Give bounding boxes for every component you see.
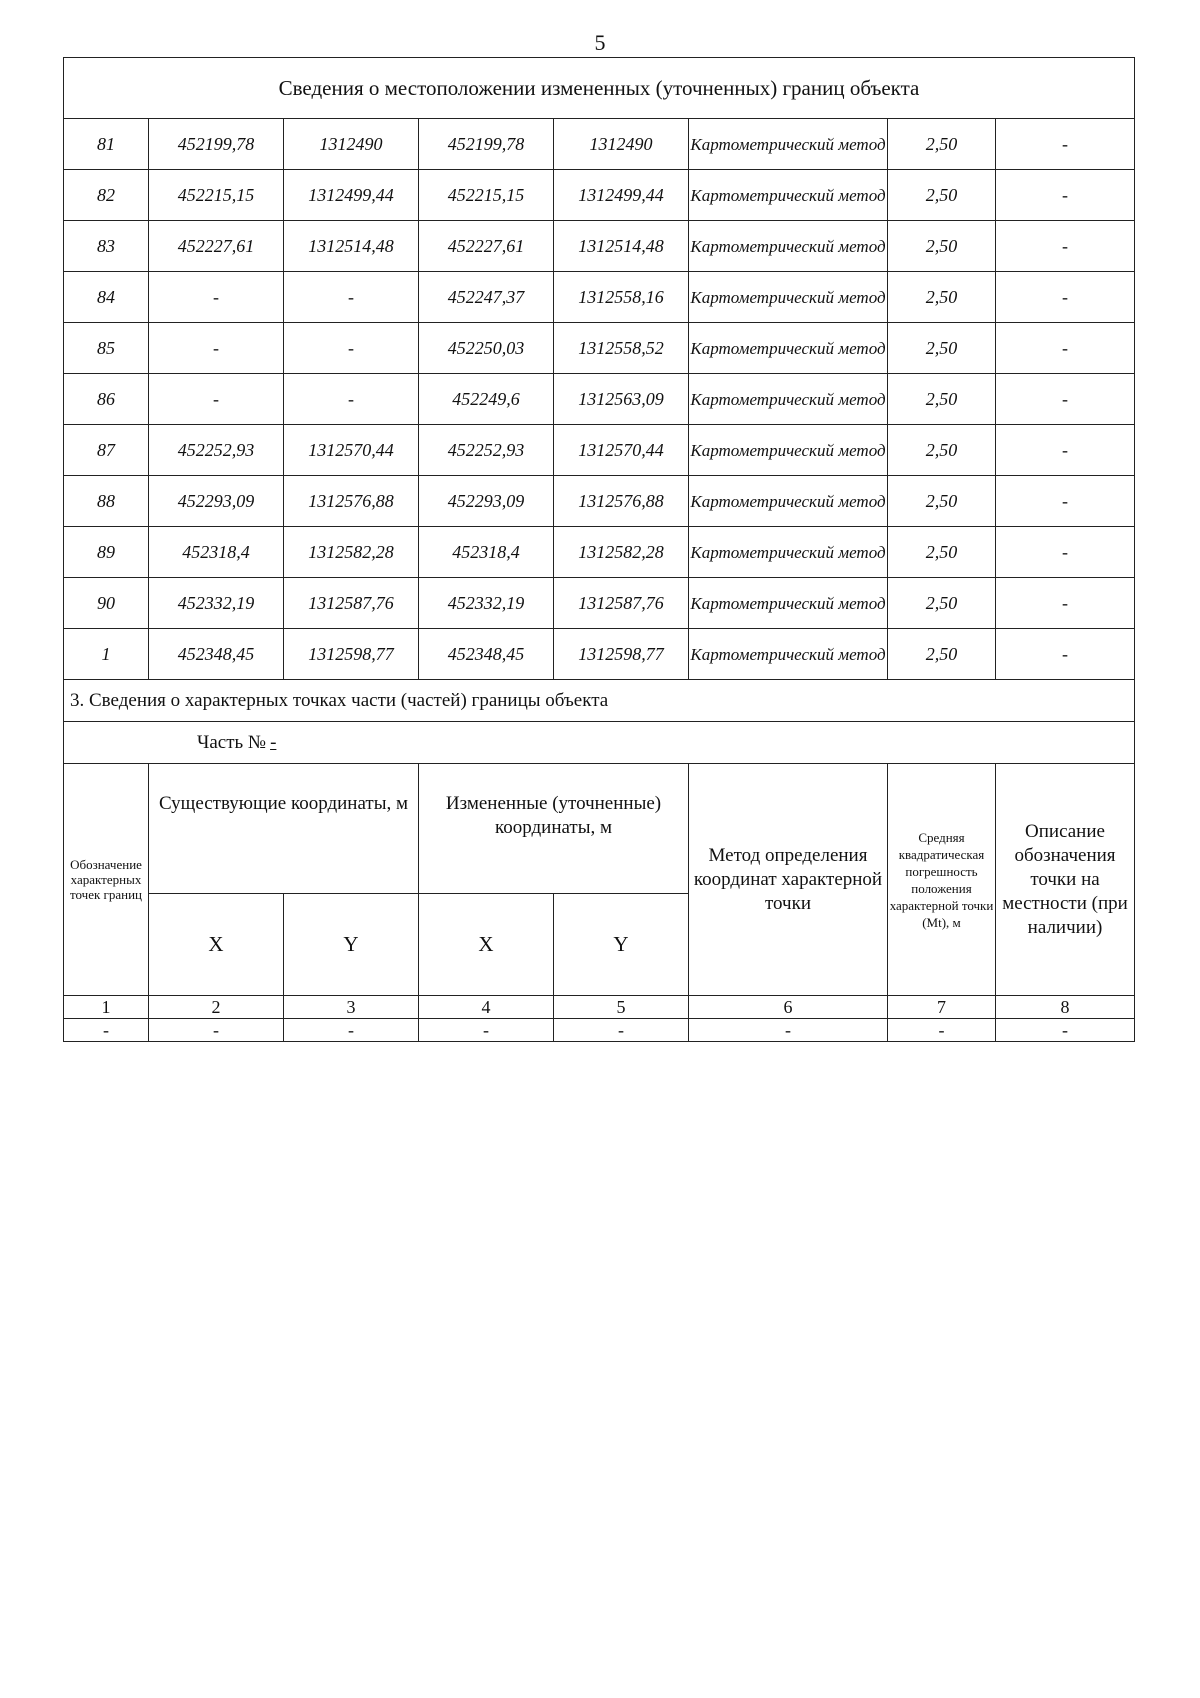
cell-description: - xyxy=(996,476,1135,527)
cell-changed-x: 452250,03 xyxy=(419,323,554,374)
table-row xyxy=(64,170,1135,221)
column-number: 6 xyxy=(689,996,888,1019)
cell-existing-y: - xyxy=(284,323,419,374)
cell-changed-x: 452227,61 xyxy=(419,221,554,272)
cell-accuracy: 2,50 xyxy=(888,629,996,680)
cell-existing-y: - xyxy=(284,272,419,323)
cell-existing-x: 452227,61 xyxy=(149,221,284,272)
cell-method: Картометрический метод xyxy=(689,578,888,629)
header-existing-y: Y xyxy=(284,894,419,996)
cell-accuracy: 2,50 xyxy=(888,323,996,374)
empty-cell: - xyxy=(419,1019,554,1042)
cell-method: Картометрический метод xyxy=(689,527,888,578)
empty-cell: - xyxy=(888,1019,996,1042)
cell-changed-x: 452215,15 xyxy=(419,170,554,221)
cell-method: Картометрический метод xyxy=(689,374,888,425)
cell-description: - xyxy=(996,425,1135,476)
cell-method: Картометрический метод xyxy=(689,119,888,170)
empty-cell: - xyxy=(689,1019,888,1042)
cell-description: - xyxy=(996,578,1135,629)
empty-data-row xyxy=(64,1019,1135,1042)
cell-changed-y: 1312587,76 xyxy=(554,578,689,629)
cell-existing-x: 452199,78 xyxy=(149,119,284,170)
part-label: Часть № xyxy=(197,731,267,753)
table-row xyxy=(64,323,1135,374)
section3-title-row xyxy=(64,680,1135,722)
cell-existing-y: 1312587,76 xyxy=(284,578,419,629)
cell-existing-y: - xyxy=(284,374,419,425)
cell-existing-x: 452293,09 xyxy=(149,476,284,527)
cell-description: - xyxy=(996,527,1135,578)
table-row xyxy=(64,221,1135,272)
page-number: 5 xyxy=(594,30,606,55)
table-row xyxy=(64,272,1135,323)
header-method: Метод определения координат характерной точки xyxy=(689,764,888,996)
cell-existing-y: 1312576,88 xyxy=(284,476,419,527)
cell-accuracy: 2,50 xyxy=(888,425,996,476)
cell-changed-y: 1312570,44 xyxy=(554,425,689,476)
cell-method: Картометрический метод xyxy=(689,629,888,680)
empty-cell: - xyxy=(64,1019,149,1042)
cell-point: 89 xyxy=(64,527,149,578)
cell-changed-x: 452199,78 xyxy=(419,119,554,170)
empty-cell: - xyxy=(284,1019,419,1042)
cell-existing-x: 452332,19 xyxy=(149,578,284,629)
column-number: 2 xyxy=(149,996,284,1019)
cell-changed-x: 452293,09 xyxy=(419,476,554,527)
cell-description: - xyxy=(996,323,1135,374)
cell-existing-y: 1312490 xyxy=(284,119,419,170)
table-row xyxy=(64,578,1135,629)
header-existing-coords: Существующие координаты, м xyxy=(149,764,419,894)
cell-accuracy: 2,50 xyxy=(888,170,996,221)
cell-accuracy: 2,50 xyxy=(888,374,996,425)
header-changed-y: Y xyxy=(554,894,689,996)
header-existing-x: X xyxy=(149,894,284,996)
cell-description: - xyxy=(996,272,1135,323)
header-accuracy: Средняя квадратическая погрешность положения характерной точки (Mt), м xyxy=(888,764,996,996)
table-row xyxy=(64,425,1135,476)
section3-title: 3. Сведения о характерных точках части (частей) границы объекта xyxy=(64,680,1135,722)
cell-accuracy: 2,50 xyxy=(888,119,996,170)
cell-point: 85 xyxy=(64,323,149,374)
cell-point: 84 xyxy=(64,272,149,323)
cell-changed-y: 1312563,09 xyxy=(554,374,689,425)
cell-existing-x: 452215,15 xyxy=(149,170,284,221)
cell-point: 1 xyxy=(64,629,149,680)
cell-accuracy: 2,50 xyxy=(888,578,996,629)
cell-changed-y: 1312582,28 xyxy=(554,527,689,578)
cell-changed-y: 1312499,44 xyxy=(554,170,689,221)
column-number: 7 xyxy=(888,996,996,1019)
column-number: 1 xyxy=(64,996,149,1019)
cell-changed-y: 1312514,48 xyxy=(554,221,689,272)
cell-method: Картометрический метод xyxy=(689,476,888,527)
header-row-top xyxy=(64,764,1135,894)
cell-point: 82 xyxy=(64,170,149,221)
cell-changed-x: 452252,93 xyxy=(419,425,554,476)
cell-point: 90 xyxy=(64,578,149,629)
cell-existing-x: 452318,4 xyxy=(149,527,284,578)
table-title-row xyxy=(64,58,1135,119)
table-row xyxy=(64,476,1135,527)
cell-accuracy: 2,50 xyxy=(888,272,996,323)
cell-method: Картометрический метод xyxy=(689,272,888,323)
cell-point: 87 xyxy=(64,425,149,476)
cell-changed-x: 452348,45 xyxy=(419,629,554,680)
table-row xyxy=(64,629,1135,680)
boundary-table xyxy=(63,57,1135,1042)
cell-changed-y: 1312558,16 xyxy=(554,272,689,323)
cell-changed-y: 1312576,88 xyxy=(554,476,689,527)
cell-changed-y: 1312558,52 xyxy=(554,323,689,374)
cell-existing-x: - xyxy=(149,374,284,425)
cell-description: - xyxy=(996,221,1135,272)
cell-existing-y: 1312570,44 xyxy=(284,425,419,476)
cell-changed-x: 452332,19 xyxy=(419,578,554,629)
header-point-designation: Обозначение характерных точек границ xyxy=(64,764,149,996)
table-row xyxy=(64,119,1135,170)
cell-existing-x: 452252,93 xyxy=(149,425,284,476)
cell-existing-y: 1312582,28 xyxy=(284,527,419,578)
cell-accuracy: 2,50 xyxy=(888,221,996,272)
cell-existing-x: - xyxy=(149,323,284,374)
cell-changed-x: 452249,6 xyxy=(419,374,554,425)
cell-changed-y: 1312598,77 xyxy=(554,629,689,680)
cell-changed-x: 452247,37 xyxy=(419,272,554,323)
cell-method: Картометрический метод xyxy=(689,170,888,221)
column-numbers-row xyxy=(64,996,1135,1019)
cell-accuracy: 2,50 xyxy=(888,476,996,527)
empty-cell: - xyxy=(996,1019,1135,1042)
cell-description: - xyxy=(996,170,1135,221)
column-number: 4 xyxy=(419,996,554,1019)
cell-changed-x: 452318,4 xyxy=(419,527,554,578)
part-value: - xyxy=(270,731,277,753)
cell-method: Картометрический метод xyxy=(689,323,888,374)
column-number: 5 xyxy=(554,996,689,1019)
header-description: Описание обозначения точки на местности (при наличии) xyxy=(996,764,1135,996)
cell-changed-y: 1312490 xyxy=(554,119,689,170)
cell-description: - xyxy=(996,119,1135,170)
cell-point: 83 xyxy=(64,221,149,272)
column-number: 3 xyxy=(284,996,419,1019)
cell-existing-y: 1312514,48 xyxy=(284,221,419,272)
cell-method: Картометрический метод xyxy=(689,221,888,272)
cell-method: Картометрический метод xyxy=(689,425,888,476)
cell-point: 81 xyxy=(64,119,149,170)
part-row xyxy=(64,722,1135,764)
empty-cell: - xyxy=(149,1019,284,1042)
table-row xyxy=(64,527,1135,578)
table-title: Сведения о местоположении измененных (уточненных) границ объекта xyxy=(64,58,1135,119)
cell-description: - xyxy=(996,629,1135,680)
header-changed-x: X xyxy=(419,894,554,996)
table-row xyxy=(64,374,1135,425)
cell-point: 88 xyxy=(64,476,149,527)
cell-existing-x: - xyxy=(149,272,284,323)
empty-cell: - xyxy=(554,1019,689,1042)
column-number: 8 xyxy=(996,996,1135,1019)
header-changed-coords: Измененные (уточненные) координаты, м xyxy=(419,764,689,894)
cell-existing-x: 452348,45 xyxy=(149,629,284,680)
cell-existing-y: 1312598,77 xyxy=(284,629,419,680)
cell-point: 86 xyxy=(64,374,149,425)
cell-description: - xyxy=(996,374,1135,425)
cell-accuracy: 2,50 xyxy=(888,527,996,578)
cell-existing-y: 1312499,44 xyxy=(284,170,419,221)
